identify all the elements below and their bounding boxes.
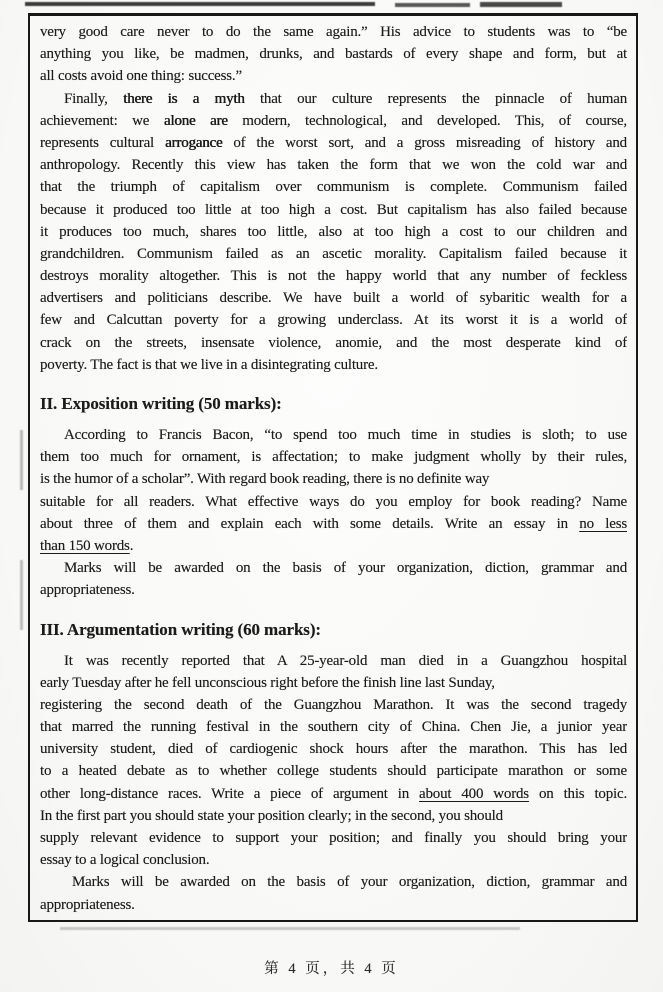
text-line: [40, 513, 627, 535]
text-line: [40, 88, 627, 110]
text-segment: According to Francis Bacon, “to spend too much time in studies is sloth; to use: [64, 427, 627, 443]
document-body: [40, 21, 627, 916]
scan-artifact-left: [20, 430, 23, 490]
section-heading: III. Argumentation writing (60 marks):: [40, 619, 321, 639]
text-segment: about 400 words: [419, 785, 529, 802]
scan-artifact-bottom: [60, 927, 520, 930]
scan-artifact-top: [25, 2, 375, 6]
text-segment: than 150 words: [40, 537, 130, 554]
text-segment: early Tuesday after he fell unconscious right before the finish line last Sunday,: [40, 674, 495, 691]
text-segment: anthropology. Recently this view has taken the form that we won the cold war and: [40, 157, 627, 174]
paragraph: [40, 21, 627, 88]
text-line: [40, 650, 627, 672]
text-segment: essay to a logical conclusion.: [40, 852, 210, 869]
text-segment: Finally,: [64, 90, 124, 107]
text-line: [40, 557, 627, 579]
text-line: [40, 672, 627, 694]
text-segment: In the first part you should state your position clearly; in the second, you should: [40, 807, 503, 824]
text-segment: of the worst sort, and a gross misreading of history and: [222, 134, 627, 151]
text-line: [40, 446, 627, 468]
paragraph: [40, 88, 627, 376]
paragraph: [40, 424, 627, 557]
text-segment: Marks will be awarded on the basis of your organization, diction, grammar and: [64, 560, 627, 577]
text-segment: no less: [579, 515, 627, 532]
text-line: [40, 716, 627, 738]
text-segment: achievement: we: [40, 112, 164, 129]
text-line: [40, 132, 627, 154]
text-line: [40, 535, 627, 557]
scan-artifact-top: [395, 3, 470, 7]
text-segment: anything you like, be madmen, drunks, and bastards of every shape and form, but at: [40, 46, 627, 63]
text-segment: is the humor of a scholar”. With regard book reading, there is no definite way: [40, 471, 490, 488]
paragraph: [40, 650, 627, 872]
text-line: [40, 309, 627, 331]
text-segment: because it produced too little at too high a cost. But capitalism has also failed because: [40, 201, 627, 218]
text-segment: appropriateness.: [40, 896, 135, 913]
page-number-footer: 第 4 页，共 4 页: [264, 961, 399, 977]
text-segment: represents cultural: [40, 134, 166, 151]
text-segment: arrogance: [165, 134, 223, 151]
text-segment: them too much for ornament, is affectation; to make judgment wholly by their rules,: [40, 449, 627, 466]
text-line: [40, 738, 627, 760]
text-line: [40, 827, 627, 849]
text-line: [40, 579, 627, 601]
text-segment: that the triumph of capitalism over communism is complete. Communism failed: [40, 179, 627, 196]
text-segment: destroys morality altogether. This is not the happy world that any number of feckless: [40, 268, 627, 285]
text-segment: supply relevant evidence to support your position; and finally you should bring your: [40, 830, 627, 846]
text-segment: on this topic.: [528, 785, 627, 802]
text-line: [40, 805, 627, 827]
text-segment: to a heated debate as to whether college students should participate marathon or some: [40, 763, 627, 780]
text-segment: alone are: [163, 112, 228, 129]
text-segment: appropriateness.: [40, 582, 135, 599]
section-heading: II. Exposition writing (50 marks):: [40, 394, 282, 413]
text-segment: there is a myth: [123, 90, 245, 107]
text-line: [40, 354, 627, 376]
text-segment: few and Calcuttan poverty for a growing underclass. At its worst it is a world of: [40, 312, 627, 329]
text-segment: that our culture represents the pinnacle of human: [244, 90, 627, 107]
text-line: [40, 849, 627, 871]
text-line: [40, 176, 627, 198]
paragraph: [40, 557, 627, 601]
text-line: [40, 783, 627, 805]
text-line: [40, 43, 627, 65]
scan-artifact-left: [20, 560, 23, 630]
text-line: [40, 199, 627, 221]
text-segment: about three of them and explain each with some details. Write an essay in: [40, 515, 580, 532]
text-segment: .: [129, 537, 134, 554]
text-segment: Marks will be awarded on the basis of your organization, diction, grammar and: [72, 874, 627, 891]
text-line: [40, 760, 627, 782]
text-segment: it produces too much, shares too little, also at too high a cost to our children and: [40, 223, 627, 240]
text-line: [40, 332, 627, 354]
text-line: [40, 424, 627, 446]
text-line: [40, 468, 627, 490]
text-line: [40, 154, 627, 176]
text-segment: poverty. The fact is that we live in a disintegrating culture.: [40, 356, 378, 373]
text-segment: grandchildren. Communism failed as an ascetic morality. Capitalism failed because it: [40, 245, 627, 262]
text-line: [40, 243, 627, 265]
text-line: [40, 221, 627, 243]
text-line: [40, 65, 627, 87]
text-segment: crack on the streets, insensate violence, anomie, and the most desperate kind of: [40, 334, 627, 351]
text-line: [40, 491, 627, 513]
text-segment: all costs avoid one thing: success.”: [40, 68, 242, 85]
content-frame: [28, 13, 638, 922]
text-line: [40, 894, 627, 916]
text-line: [40, 110, 627, 132]
text-segment: other long-distance races. Write a piece of argument in: [40, 785, 420, 802]
paragraph: [40, 871, 627, 915]
text-segment: advertisers and politicians describe. We have built a world of sybaritic wealth for a: [40, 290, 627, 307]
text-line: [40, 694, 627, 716]
text-segment: modern, technological, and developed. This, of course,: [227, 112, 627, 129]
text-segment: very good care never to do the same again.” His advice to students was to “be: [40, 24, 627, 40]
text-segment: suitable for all readers. What effective ways do you employ for book reading? Name: [40, 493, 627, 510]
text-segment: university student, died of cardiogenic shock hours after the marathon. This has led: [40, 741, 627, 758]
text-segment: It was recently reported that A 25-year-old man died in a Guangzhou hospital: [64, 652, 627, 669]
text-line: [40, 21, 627, 43]
scan-artifact-top: [480, 2, 562, 7]
text-line: [40, 287, 627, 309]
text-line: [40, 871, 627, 893]
text-segment: registering the second death of the Guangzhou Marathon. It was the second tragedy: [40, 696, 627, 713]
text-line: [40, 265, 627, 287]
text-segment: that marred the running festival in the southern city of China. Chen Jie, a junior year: [40, 719, 627, 736]
